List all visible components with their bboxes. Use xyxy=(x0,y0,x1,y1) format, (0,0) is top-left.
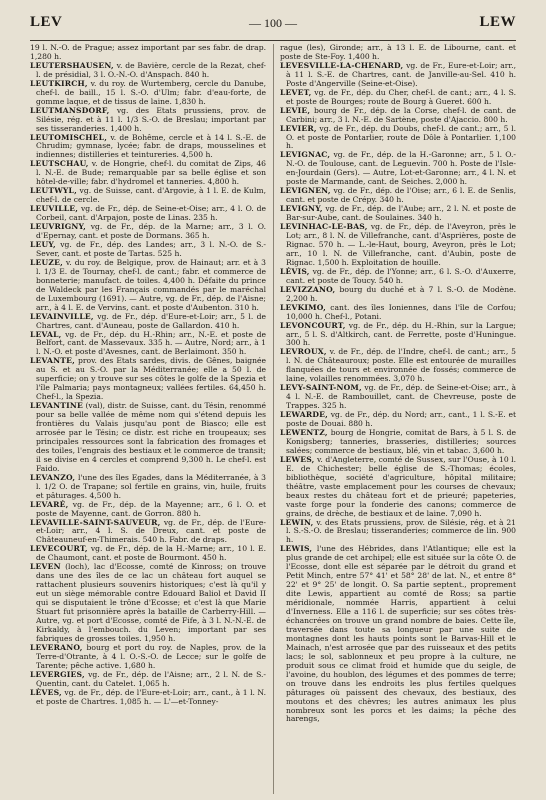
dictionary-entry xyxy=(30,160,266,187)
entry-text: vg. de Fr., dép. de l'Oise; arr., 6 l. E. de Senlis, cant. et poste de Crépy. 340 h. xyxy=(286,186,516,205)
header-rule xyxy=(30,40,516,41)
entry-text: vg. de Fr., dép. de la Mayenne; arr., 6 l. O. et poste de Mayenne, cant. de Gorron. 880 h. xyxy=(36,499,266,518)
entry-headword: LEVECOURT, xyxy=(30,544,88,554)
entry-text: vg. de Fr., dép. de l'Yonne; arr., 6 l. S.-O. d'Auxerre, cant. et poste de Toucy. 540 h. xyxy=(286,266,516,285)
entry-text: vg. de Fr., dép. du Nord; arr., cant., 1 l. S.-E. et poste de Douai. 880 h. xyxy=(286,410,516,429)
entry-text: v. du roy. de Wurtemberg, cercle du Danube, chef-l. de baill., 15 l. S.-O. d'Ulm; fabr. d'eau-forte, de gomme laque, et de tissus de laine. 1,830 h. xyxy=(36,78,266,106)
dictionary-entry xyxy=(30,357,266,402)
entry-text: v. d'Angleterre, comté de Sussex, sur l'Ouse, à 10 l. E. de Chichester; belle église de S.-Thomas; écoles, bibliothèque, société d'agriculture, hôpital militaire; théâtre, vaste emplacement pour les courses de chevaux; beaux restes du château fort et de prieuré; papeteries, vaste forge pour la fonderie des canons; commerce de grains, de drèche, de bestiaux et de laine. 7,090 h. xyxy=(286,454,516,518)
entry-text: bourg de Hongrie, comitat de Bars, à 5 l. S. de Konigsberg; tanneries, brasseries, distilleries; sources salées; commerce de bestiaux, blé, vin et tabac. 3,600 h. xyxy=(286,427,516,455)
entry-text: vg. de Fr., dép. de Seine-et-Oise; arr., 4 l. O. de Corbeil, cant. d'Arpajon, poste de Linas. 235 h. xyxy=(36,204,266,223)
dictionary-entry xyxy=(30,80,266,107)
dictionary-entry xyxy=(280,304,516,322)
entry-text: v. de Hongrie, chef-l. du comitat de Zips, 46 l. N.-E. de Bude; remarquable par sa belle église et son hôtel-de-ville; fabr. d'hydromel et tanneries. 4,800 h. xyxy=(36,159,266,187)
dictionary-entry xyxy=(280,286,516,304)
dictionary-entry xyxy=(280,205,516,223)
dictionary-entry xyxy=(280,125,516,152)
entry-text: (loch), lac d'Ecosse, comté de Kinross; on trouve dans une des îles de ce lac un château fort auquel se rattachent plusieurs souvenirs historiques; c'est là qu'il y eut un siège mémorable contre Edouard Baliol et David II qui se disputaient le trône d'Ecosse; et c'est là que Marie Stuart fut prisonnière après la bataille de Carberry-Hill. — Autre, vg. et port d'Ecosse, comté de Fife, à 3 l. N.-N.-E. de Kirkaldy, à l'embouch. du Leven; important par ses fabriques de grosses toiles. 1,950 h. xyxy=(36,562,266,643)
entry-text: vg. de Fr., dép. du Doubs, chef-l. de cant.; arr., 5 l. O. et poste de Pontarlier, route de Dôle à Pontarlier. 1,100 h. xyxy=(286,123,516,151)
entry-text: vg. de Suisse, cant. d'Argovie, à 1 l. E. de Kulm, chef-l. de cercle. xyxy=(36,186,266,205)
entry-text: rague (les), Gironde; arr., à 13 l. E. de Libourne, cant. et poste de Ste-Foy. 1,400 h. xyxy=(280,44,516,61)
running-head-left: LEV xyxy=(30,14,63,30)
entry-headword: LEVINHAC-LE-BAS, xyxy=(280,222,368,232)
entry-text: vg. de Fr., dép. de la H.-Marne; arr., 10 l. E. de Chaumont, cant. et poste de Bourmont. 450 h. xyxy=(36,544,266,563)
entry-text: (val), distr. de Suisse, cant. du Tésin, renommé pour sa belle vallée de même nom qui s'étend depuis les frontières du Valais jusqu'au pont de Biasco; elle est arrosée par le Tésin; ce distr. est riche en troupeaux; ses principales ressources sont la fabrication des fromages et des toiles, l'engrais des bestiaux et le commerce de transit; il se divise en 4 cercles et comprend 9,300 h. Le chef-l. est Faido. xyxy=(36,401,266,473)
entry-text: vg. de Fr., dép. de l'Aisne; arr., 2 l. N. de S.-Quentin, cant. du Catelet. 1,065 h. xyxy=(36,669,266,688)
dictionary-entry xyxy=(30,563,266,644)
entry-headword: LEVIGNAC, xyxy=(280,150,331,160)
entry-text: vg. de Fr., dép. de Seine-et-Oise; arr., à 4 l. N.-E. de Rambouillet, cant. de Chevreuse, poste de Trappes. 325 h. xyxy=(286,383,516,411)
dictionary-entry xyxy=(30,205,266,223)
dictionary-entry xyxy=(280,151,516,187)
entry-headword: LEVKIMO, xyxy=(280,302,326,312)
entry-headword: LEVROUX, xyxy=(280,347,327,357)
entry-text: vg. de Fr., dép. du Cher, chef-l. de cant.; arr., 4 l. S. et poste de Bourges; route de Bourg à Gueret. 600 h. xyxy=(286,87,516,106)
running-head-right: LEW xyxy=(479,14,516,30)
dictionary-entry xyxy=(280,44,516,62)
entry-headword: LEVET, xyxy=(280,87,312,97)
entry-text: vg. de Fr., dép. de l'Aube; arr., 2 l. N. et poste de Bar-sur-Aube, cant. de Soulaines. 340 h. xyxy=(286,204,516,223)
dictionary-entry xyxy=(30,313,266,331)
dictionary-entry xyxy=(280,107,516,125)
entry-text: v. de Bavière, cercle de la Rezat, chef-l. de présidial, 3 l. O.-N.-O. d'Anspach. 840 h. xyxy=(36,60,266,79)
entry-text: l'une des îles Egades, dans la Méditerranée, à 3 l. 1/2 O. de Trapane; sol fertile en grains, vin, huile, fruits et pâturages. 4,500 h. xyxy=(36,472,266,500)
entry-headword: LEVONCOURT, xyxy=(280,320,346,330)
entry-text: vg. de Fr., dép. du H.-Rhin, sur la Largue; arr., 5 l. S. d'Altkirch, cant. de Ferrette, poste d'Huningue. 300 h. xyxy=(286,320,516,348)
entry-headword: LEVIGNY, xyxy=(280,204,323,214)
entry-text: v. de Bohême, cercle et à 14 l. S.-E. de Chrudim; gymnase, lycée; fabr. de draps, mousselines et indiennes; distilleries et teintureries. 4,500 h. xyxy=(36,132,266,160)
entry-headword: LEUTKIRCH, xyxy=(30,78,88,88)
entry-headword: LEVAL, xyxy=(30,329,62,339)
dictionary-entry xyxy=(30,62,266,80)
dictionary-entry xyxy=(280,62,516,89)
dictionary-entry xyxy=(280,322,516,349)
right-column xyxy=(280,44,516,796)
entry-text: l'une des Hébrides, dans l'Atlantique; elle est la plus grande de cet archipel; elle est située sur la côte O. de l'Ecosse, dont elle est séparée par le détroit du grand et Petit Minch, entre 57° 41' et 58° 28' de lat. N., et entre 8° 22' et 9° 25' de longit. O. Sa partie septent., proprement dite Lewis, appartient au comté de Ross; sa partie méridionale, nommée Harris, appartient à celui d'Inverness. Elle a 116 l. de superficie; sur ses côtes très-échancrées on trouve un grand nombre de baies. Cette île, traversée dans toute sa longueur par une suite de montagnes dont les hauts points sont le Barvas-Hill et le Mainach, n'est arrosée que par des ruisseaux et des petits lacs; le sol, sablonneux et peu propre à la culture, ne produit sous ce climat froid et humide que du seigle, de l'avoine, du houblon, des légumes et des pommes de terre; on trouve dans les endroits les plus fertiles quelques pâturages où paissent des chevaux, des bestiaux, des moutons et des chèvres; les autres animaux les plus nombreux sont les porcs et les daims; la pêche des harengs, xyxy=(286,544,516,724)
entry-headword: LEUTERSHAUSEN, xyxy=(30,60,114,70)
entry-text: prov. des Etats sardes, divis. de Gênes, baignée au S. et au S.-O. par la Méditerranée; elle a 50 l. de superficie; on y trouve sur ses côtes le golfe de la Spezia et l'île Palmaria; pays montagneux; vallées fertiles. 64,450 h. Chef-l., la Spezia. xyxy=(36,356,266,402)
entry-text: 19 l. N.-O. de Prague; assez important par ses fabr. de drap. 1,280 h. xyxy=(30,44,266,61)
entry-headword: LEVARÉ, xyxy=(30,499,69,509)
entry-headword: LEVANZO, xyxy=(30,472,76,482)
dictionary-entry xyxy=(30,187,266,205)
entry-headword: LEWIN, xyxy=(280,517,314,527)
entry-text: vg. des Etats prussiens, prov. de Silésie, rég. et à 11 l. 1/3 S.-O. de Breslau; important par ses tisseranderies. 1,400 h. xyxy=(36,105,266,133)
dictionary-entry xyxy=(30,545,266,563)
page-header xyxy=(30,14,516,40)
entry-headword: LEWIS, xyxy=(280,544,313,554)
entry-headword: LEVIGNEN, xyxy=(280,186,331,196)
entry-text: vg. de Fr., dép. de l'Eure-et-Loir; arr., cant., à 1 l. N. et poste de Chartres. 1,085 h. — L'—et-Tonney- xyxy=(36,687,266,706)
entry-headword: LEVIE, xyxy=(280,105,311,115)
entry-headword: LEVIER, xyxy=(280,123,317,133)
entry-headword: LEUVILLE, xyxy=(30,204,79,214)
entry-headword: LÉVIS, xyxy=(280,266,310,276)
entry-text: bourg et port du roy. de Naples, prov. de la Terre-d'Otrante, à 4 l. O.-S.-O. de Lecce; sur le golfe de Tarente; pêche active. 1,680 h. xyxy=(36,642,266,670)
entry-text: v. des Etats prussiens, prov. de Silésie, rég. et à 21 l. S.-S.-O. de Breslau; tisseranderies; commerce de lin. 900 h. xyxy=(286,517,516,545)
entry-headword: LEVY-SAINT-NOM, xyxy=(280,383,362,393)
entry-text: vg. de Fr., dép. d'Eure-et-Loir; arr., 5 l. de Chartres, cant. d'Auneau, poste de Gallardon. 410 h. xyxy=(36,311,266,330)
entry-headword: LEVAINVILLE, xyxy=(30,311,94,321)
entry-headword: LEVERGIES, xyxy=(30,669,85,679)
entry-text: vg. de Fr., dép. de la Marne; arr., 3 l. O. d'Epernay, cant. et poste de Dormans. 365 h. xyxy=(36,222,266,241)
entry-headword: LEWARDE, xyxy=(280,410,328,420)
dictionary-entry xyxy=(30,671,266,689)
entry-headword: LEUTSCHAU, xyxy=(30,159,89,169)
dictionary-entry xyxy=(280,411,516,429)
dictionary-entry xyxy=(30,331,266,358)
entry-text: cant. des îles Ioniennes, dans l'île de Corfou; 10,000 h. Chef-l., Potani. xyxy=(286,302,516,321)
dictionary-entry xyxy=(280,187,516,205)
page-number: — 100 — xyxy=(249,16,297,30)
dictionary-entry xyxy=(30,134,266,161)
entry-headword: LEWENTZ, xyxy=(280,427,328,437)
entry-headword: LEVIZZANO, xyxy=(280,284,336,294)
entry-headword: LEVESVILLE-LA-CHENARD, xyxy=(280,60,404,70)
dictionary-entry xyxy=(280,384,516,411)
dictionary-entry xyxy=(280,456,516,519)
dictionary-entry xyxy=(30,519,266,546)
entry-text: vg. de Fr., dép. des Landes; arr., 3 l. N.-O. de S.-Sever, cant. et poste de Tartas. 525 h. xyxy=(36,239,266,258)
entry-text: vg. de Fr., Eure-et-Loir; arr., à 11 l. S.-E. de Chartres, cant. de Janville-au-Sel. 410 h. Poste d'Angerville (Seine-et-Oise). xyxy=(286,60,516,88)
left-column xyxy=(30,44,266,796)
entry-text: vg. de Fr., dép. de l'Aveyron, près le Lot; arr., 8 l. N. de Villefranche, cant. d'Asprières, poste de Rignac. 570 h. — L.-le-Haut, bourg, Aveyron, près le Lot; arr., 10 l. N. de Villefranche, cant. d'Aubin, poste de Rignac. 1,500 h. Exploitation de houille. xyxy=(286,222,516,267)
entry-headword: LEUTOMISCHEL, xyxy=(30,132,108,142)
entry-headword: LEVEN xyxy=(30,562,61,572)
entry-text: v. du roy. de Belgique, prov. de Hainaut; arr. et à 3 l. 1/3 E. de Tournay, chef-l. de cant.; fabr. et commerce de bonneterie; manufact. de toiles. 4,400 h. Défaite du prince de Waldeck par les Français commandés par le maréchal de Luxembourg (1691). — Autre, vg. de Fr., dép. de l'Aisne; arr., à 4 l. E. de Vervins, cant. et poste d'Aubenton. 310 h. xyxy=(36,257,266,312)
dictionary-entry xyxy=(30,107,266,134)
dictionary-entry xyxy=(30,689,266,707)
entry-text: vg. de Fr., dép. de l'Eure-et-Loir; arr., 4 l. S. de Dreux, cant. et poste de Châteauneuf-en-Thimerais. 540 h. Fabr. de draps. xyxy=(36,517,266,545)
dictionary-entry xyxy=(30,259,266,313)
entry-headword: LEUTMANSDORF, xyxy=(30,105,110,115)
entry-headword: LÈVES, xyxy=(30,687,62,697)
entry-headword: LEVAVILLE-SAINT-SAUVEUR, xyxy=(30,517,161,527)
dictionary-entry xyxy=(30,474,266,501)
dictionary-entry xyxy=(30,223,266,241)
entry-headword: LEVANTE, xyxy=(30,356,75,366)
entry-text: vg. de Fr., dép. du H.-Rhin; arr., N.-E. et poste de Belfort, cant. de Massevaux. 335 h. — Autre, Nord; arr., à 1 l. N.-O. et poste d'Avesnes, cant. de Berlaimont. 350 h. xyxy=(36,329,266,357)
entry-headword: LEWES, xyxy=(280,454,315,464)
dictionary-entry xyxy=(30,644,266,671)
dictionary-entry xyxy=(280,348,516,384)
entry-headword: LEVANTINE xyxy=(30,401,83,411)
dictionary-entry xyxy=(280,223,516,268)
entry-text: bourg de Fr., dép. de la Corse, chef-l. de cant. de Carbini; arr., 3 l. N.-E. de Sartène, poste d'Ajaccio. 800 h. xyxy=(286,105,516,124)
dictionary-entry xyxy=(280,519,516,546)
dictionary-entry xyxy=(280,545,516,724)
entry-text: bourg du duché et à 7 l. S.-O. de Modène. 2,200 h. xyxy=(286,284,516,303)
dictionary-entry xyxy=(280,429,516,456)
entry-headword: LEVERANO, xyxy=(30,642,83,652)
entry-headword: LEUVRIGNY, xyxy=(30,222,87,232)
dictionary-entry xyxy=(30,402,266,474)
entry-text: vg. de Fr., dép. de la H.-Garonne; arr., 5 l. O.-N.-O. de Toulouse, cant. de Leguevin. 700 h. Poste de l'Isle-en-Jourdain (Gers). — Autre, Lot-et-Garonne; arr., 4 l. N. et poste de Marmande, cant. de Seiches. 2,000 h. xyxy=(286,150,516,187)
entry-text: v. de Fr., dép. de l'Indre, chef-l. de cant.; arr., 5 l. N. de Châteauroux; poste. Elle est entourée de murailles flanquées de tours et environnée de fossés; commerce de laine, volailles renommées. 3,070 h. xyxy=(286,347,516,384)
dictionary-entry xyxy=(30,241,266,259)
dictionary-entry xyxy=(30,44,266,62)
entry-headword: LEUZE, xyxy=(30,257,63,267)
dictionary-entry xyxy=(30,501,266,519)
column-divider xyxy=(273,44,274,794)
dictionary-entry xyxy=(280,268,516,286)
dictionary-entry xyxy=(280,89,516,107)
entry-headword: LEUTWYL, xyxy=(30,186,77,196)
entry-headword: LEUY, xyxy=(30,239,56,249)
